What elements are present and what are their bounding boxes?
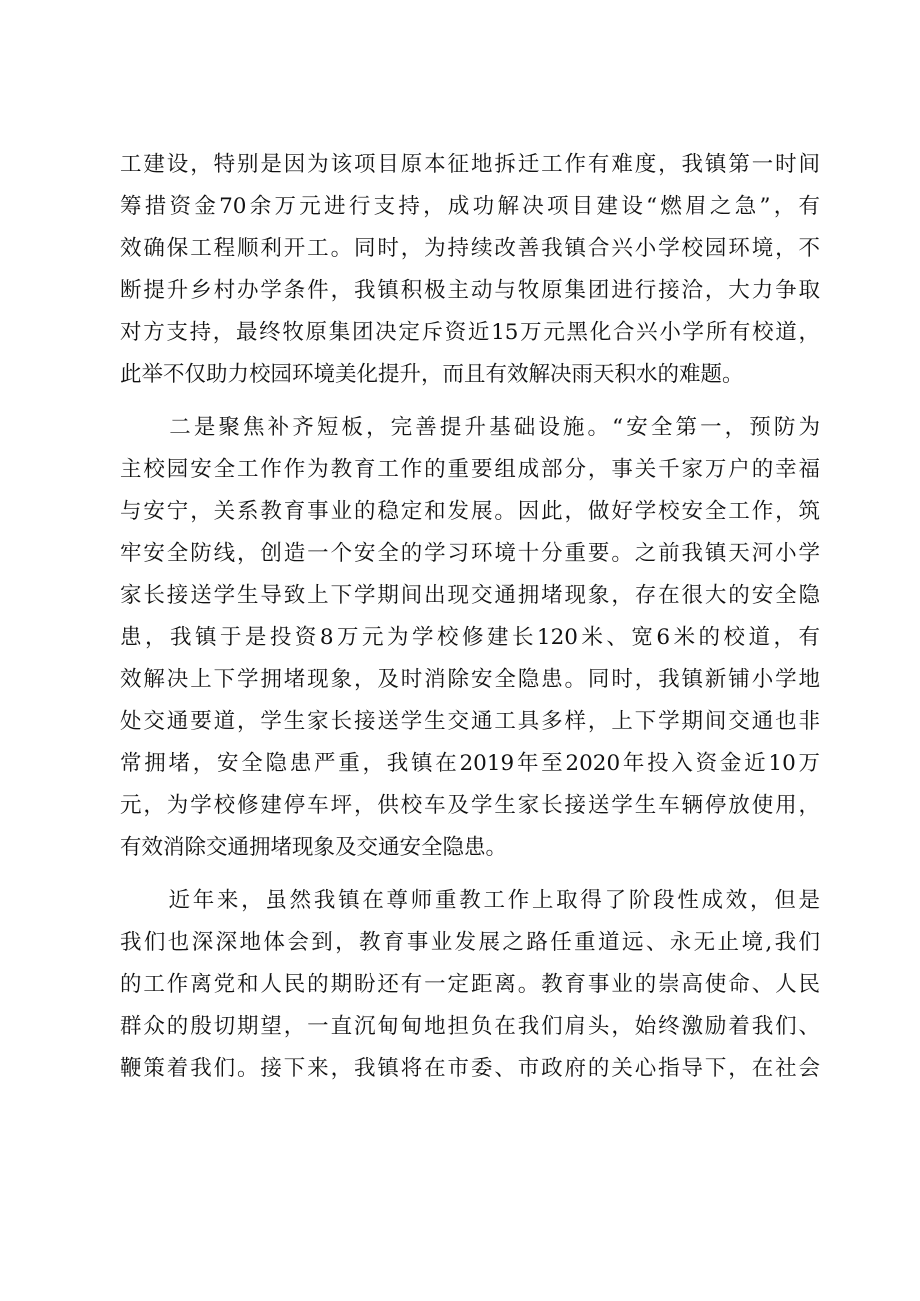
paragraph-3 xyxy=(120,880,820,1090)
text-line: 断提升乡村办学条件，我镇积极主动与牧原集团进行接洽，大力争取 xyxy=(120,278,820,303)
paragraph-spacer xyxy=(120,869,820,880)
text-line: 效解决上下学拥堵现象，及时消除安全隐患。同时，我镇新铺小学地 xyxy=(120,667,820,692)
text-line: 主校园安全工作作为教育工作的重要组成部分，事关千家万户的幸福 xyxy=(120,457,820,482)
text-line: 的工作离党和人民的期盼还有一定距离。教育事业的崇高使命、人民 xyxy=(120,972,820,997)
text-line: 我们也深深地体会到，教育事业发展之路任重道远、永无止境,我们 xyxy=(120,930,820,955)
paragraph-2 xyxy=(120,407,820,869)
text-line: 此举不仅助力校园环境美化提升，而且有效解决雨天积水的难题。 xyxy=(120,362,744,387)
paragraph-1 xyxy=(120,144,820,396)
text-line: 常拥堵，安全隐患严重，我镇在2019年至2020年投入资金近10万 xyxy=(120,751,820,776)
text-line: 家长接送学生导致上下学期间出现交通拥堵现象，存在很大的安全隐 xyxy=(120,583,820,608)
text-line: 对方支持，最终牧原集团决定斥资近15万元黑化合兴小学所有校道， xyxy=(120,320,820,345)
paragraph-spacer xyxy=(120,396,820,407)
text-line: 与安宁，关系教育事业的稳定和发展。因此，做好学校安全工作，筑 xyxy=(120,499,820,524)
text-line: 牢安全防线，创造一个安全的学习环境十分重要。之前我镇天河小学 xyxy=(120,541,820,566)
text-line: 近年来，虽然我镇在尊师重教工作上取得了阶段性成效，但是 xyxy=(120,888,820,913)
text-line: 工建设，特别是因为该项目原本征地拆迁工作有难度，我镇第一时间 xyxy=(120,152,820,177)
text-line: 群众的殷切期望，一直沉甸甸地担负在我们肩头，始终激励着我们、 xyxy=(120,1014,820,1039)
text-line: 二是聚焦补齐短板，完善提升基础设施。“安全第一，预防为 xyxy=(120,415,820,440)
body-text xyxy=(120,144,820,1090)
text-line: 有效消除交通拥堵现象及交通安全隐患。 xyxy=(120,835,508,860)
text-line: 元，为学校修建停车坪，供校车及学生家长接送学生车辆停放使用， xyxy=(120,793,820,818)
text-line: 处交通要道，学生家长接送学生交通工具多样，上下学期间交通也非 xyxy=(120,709,820,734)
text-line: 筹措资金70余万元进行支持，成功解决项目建设“燃眉之急”，有 xyxy=(120,194,820,219)
text-line: 鞭策着我们。接下来，我镇将在市委、市政府的关心指导下，在社会 xyxy=(120,1056,820,1081)
text-line: 患，我镇于是投资8万元为学校修建长120米、宽6米的校道，有 xyxy=(120,625,820,650)
text-line: 效确保工程顺利开工。同时，为持续改善我镇合兴小学校园环境，不 xyxy=(120,236,820,261)
